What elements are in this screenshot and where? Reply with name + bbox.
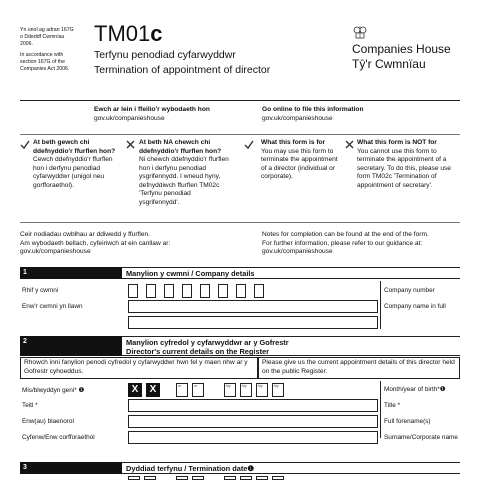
section-1-title: Manylion y cwmni / Company details: [126, 269, 255, 278]
online-heading-english: Go online to file this information: [262, 106, 364, 113]
section-3-header: [20, 462, 460, 474]
crest-icon: [352, 24, 368, 40]
notes-english-line2: For further information, please refer to our guidance at:: [262, 239, 423, 247]
dob-label-welsh: Mis/blwyddyn geni* ❶: [22, 387, 85, 394]
surname-label-english: Surname/Corporate name: [384, 434, 458, 441]
section-3-number: 3: [20, 462, 122, 474]
section-2-title-welsh: Manylion cyfredol y cyfarwyddwr ar y Gofrestr: [126, 338, 289, 347]
date-hint: bly: [258, 384, 263, 388]
brand-name-welsh: Tŷ'r Cwmnïau: [352, 57, 426, 71]
dob-month-cell[interactable]: [176, 383, 188, 397]
notes-english-line1: Notes for completion can be found at the end of the form.: [262, 231, 429, 238]
date-hint: m: [178, 384, 181, 388]
company-name-input-line2[interactable]: [128, 316, 378, 329]
legal-note-english: In accordance with section 167G of the Companies Act 2006.: [20, 52, 70, 72]
dob-year-cell[interactable]: [272, 383, 284, 397]
check-icon: [20, 140, 30, 150]
brand-name-english: Companies House: [352, 42, 451, 56]
title-input[interactable]: [128, 399, 378, 412]
section-2-note-english-text: Please give us the current appointment details of this director held on the public Register.: [262, 359, 455, 375]
header-divider: [20, 100, 460, 101]
check-icon: [244, 140, 254, 150]
scope-for-english: [261, 139, 341, 182]
section-2-right-rule: [380, 381, 381, 438]
section-2-note-welsh: [20, 357, 258, 379]
dob-day-mask: X: [146, 383, 160, 397]
date-hint: bly: [242, 384, 247, 388]
scope-for-english-title: What this form is for: [261, 139, 326, 146]
section-2-number: 2: [20, 336, 122, 356]
scope-notfor-welsh: [139, 139, 229, 208]
scope-notfor-welsh-title: At beth NA chewch chi ddefnyddio'r ffurflen hon?: [139, 139, 222, 155]
notes-welsh: [20, 231, 240, 257]
title-label-welsh: Teitl *: [22, 402, 38, 409]
scope-notfor-english-title: What this form is NOT for: [357, 139, 437, 146]
dob-year-cell[interactable]: [240, 383, 252, 397]
cross-icon: [345, 140, 354, 149]
section-3-title: Dyddiad terfynu / Termination date❶: [126, 464, 255, 473]
date-hint: m: [194, 384, 197, 388]
company-number-label-english: Company number: [384, 287, 435, 294]
scope-for-welsh-title: At beth gewch chi ddefnyddio'r ffurflen hon?: [33, 139, 116, 155]
scope-notfor-welsh-body: Ni chewch ddefnyddio'r ffurflen hon i derfynu penodiad ysgrifennydd. I wneud hyny, defnyddiwch ffurflen TM02c 'Terfynu penodiad ysgrifennydd'.: [139, 156, 229, 206]
company-number-label-welsh: Rhif y cwmni: [22, 287, 59, 294]
company-name-input[interactable]: [128, 300, 378, 313]
title-label-english: Title *: [384, 402, 401, 409]
forenames-input[interactable]: [128, 415, 378, 428]
scope-for-english-body: You may use this form to terminate the appointment of a director (individual or corporate).: [261, 147, 338, 181]
date-hint: bly: [274, 384, 279, 388]
dob-year-cell[interactable]: [256, 383, 268, 397]
cross-icon: [126, 140, 135, 149]
section-2-header: [20, 336, 460, 356]
notes-welsh-url[interactable]: gov.uk/companieshouse: [20, 248, 91, 256]
scope-for-welsh-body: Cewch ddefnyddio'r ffurflen hon i derfynu penodiad cyfarwyddwr (unigol neu gorfforaethol).: [33, 156, 113, 189]
dob-label-english: Month/year of birth*❶: [384, 386, 446, 393]
section-1-header: [20, 267, 460, 279]
notes-english-url[interactable]: gov.uk/companieshouse: [262, 248, 333, 256]
section-1-right-rule: [380, 281, 381, 329]
section-2-title-english: Director's current details on the Register: [126, 347, 270, 356]
dob-month-cell[interactable]: [192, 383, 204, 397]
scope-for-welsh: [33, 139, 121, 190]
section-2-note-english: [258, 357, 460, 379]
notes-english: [262, 231, 462, 257]
form-code: TM01c: [94, 21, 163, 46]
form-title-welsh: Terfynu penodiad cyfarwyddwr: [94, 49, 236, 61]
company-name-label-english: Company name in full: [384, 303, 446, 310]
company-name-label-welsh: Enw'r cwmni yn llawn: [22, 303, 83, 310]
online-url-welsh[interactable]: gov.uk/companieshouse: [94, 115, 165, 122]
section-1-number: 1: [20, 267, 122, 279]
surname-input[interactable]: [128, 431, 378, 444]
legal-note-welsh: Yn unol ag adran 167G o Ddeddf Cwmnïau 2006.: [20, 27, 74, 47]
dob-year-cell[interactable]: [224, 383, 236, 397]
scope-divider: [20, 222, 460, 223]
surname-label-welsh: Cyfenw/Enw corfforaethol: [22, 434, 95, 441]
date-hint: bly: [226, 384, 231, 388]
notes-welsh-line2: Am wybodaeth bellach, cyfeiriwch at ein canllaw ar:: [20, 239, 171, 247]
forenames-label-welsh: Enw(au) blaenorol: [22, 418, 74, 425]
online-heading-welsh: Ewch ar lein i ffeilio'r wybodaeth hon: [94, 106, 210, 113]
section-2-note-welsh-text: Rhowch inni fanylion penodi cyfredol y cyfarwyddwr hwn fel y maen nhw ar y Gofrestr cyhoeddus.: [24, 359, 248, 375]
scope-notfor-english-body: You cannot use this form to terminate the appointment of a secretary. To do this, please use form TM02c 'Termination of appointment of secretary'.: [357, 147, 451, 189]
forenames-label-english: Full forename(s): [384, 418, 431, 425]
scope-notfor-english: [357, 139, 460, 190]
online-divider: [20, 134, 460, 135]
dob-day-mask: X: [128, 383, 142, 397]
notes-welsh-line1: Ceir nodiadau cwblhau ar ddiwedd y ffurflen.: [20, 231, 151, 238]
online-url-english[interactable]: gov.uk/companieshouse: [262, 115, 333, 122]
form-title-english: Termination of appointment of director: [94, 64, 271, 76]
